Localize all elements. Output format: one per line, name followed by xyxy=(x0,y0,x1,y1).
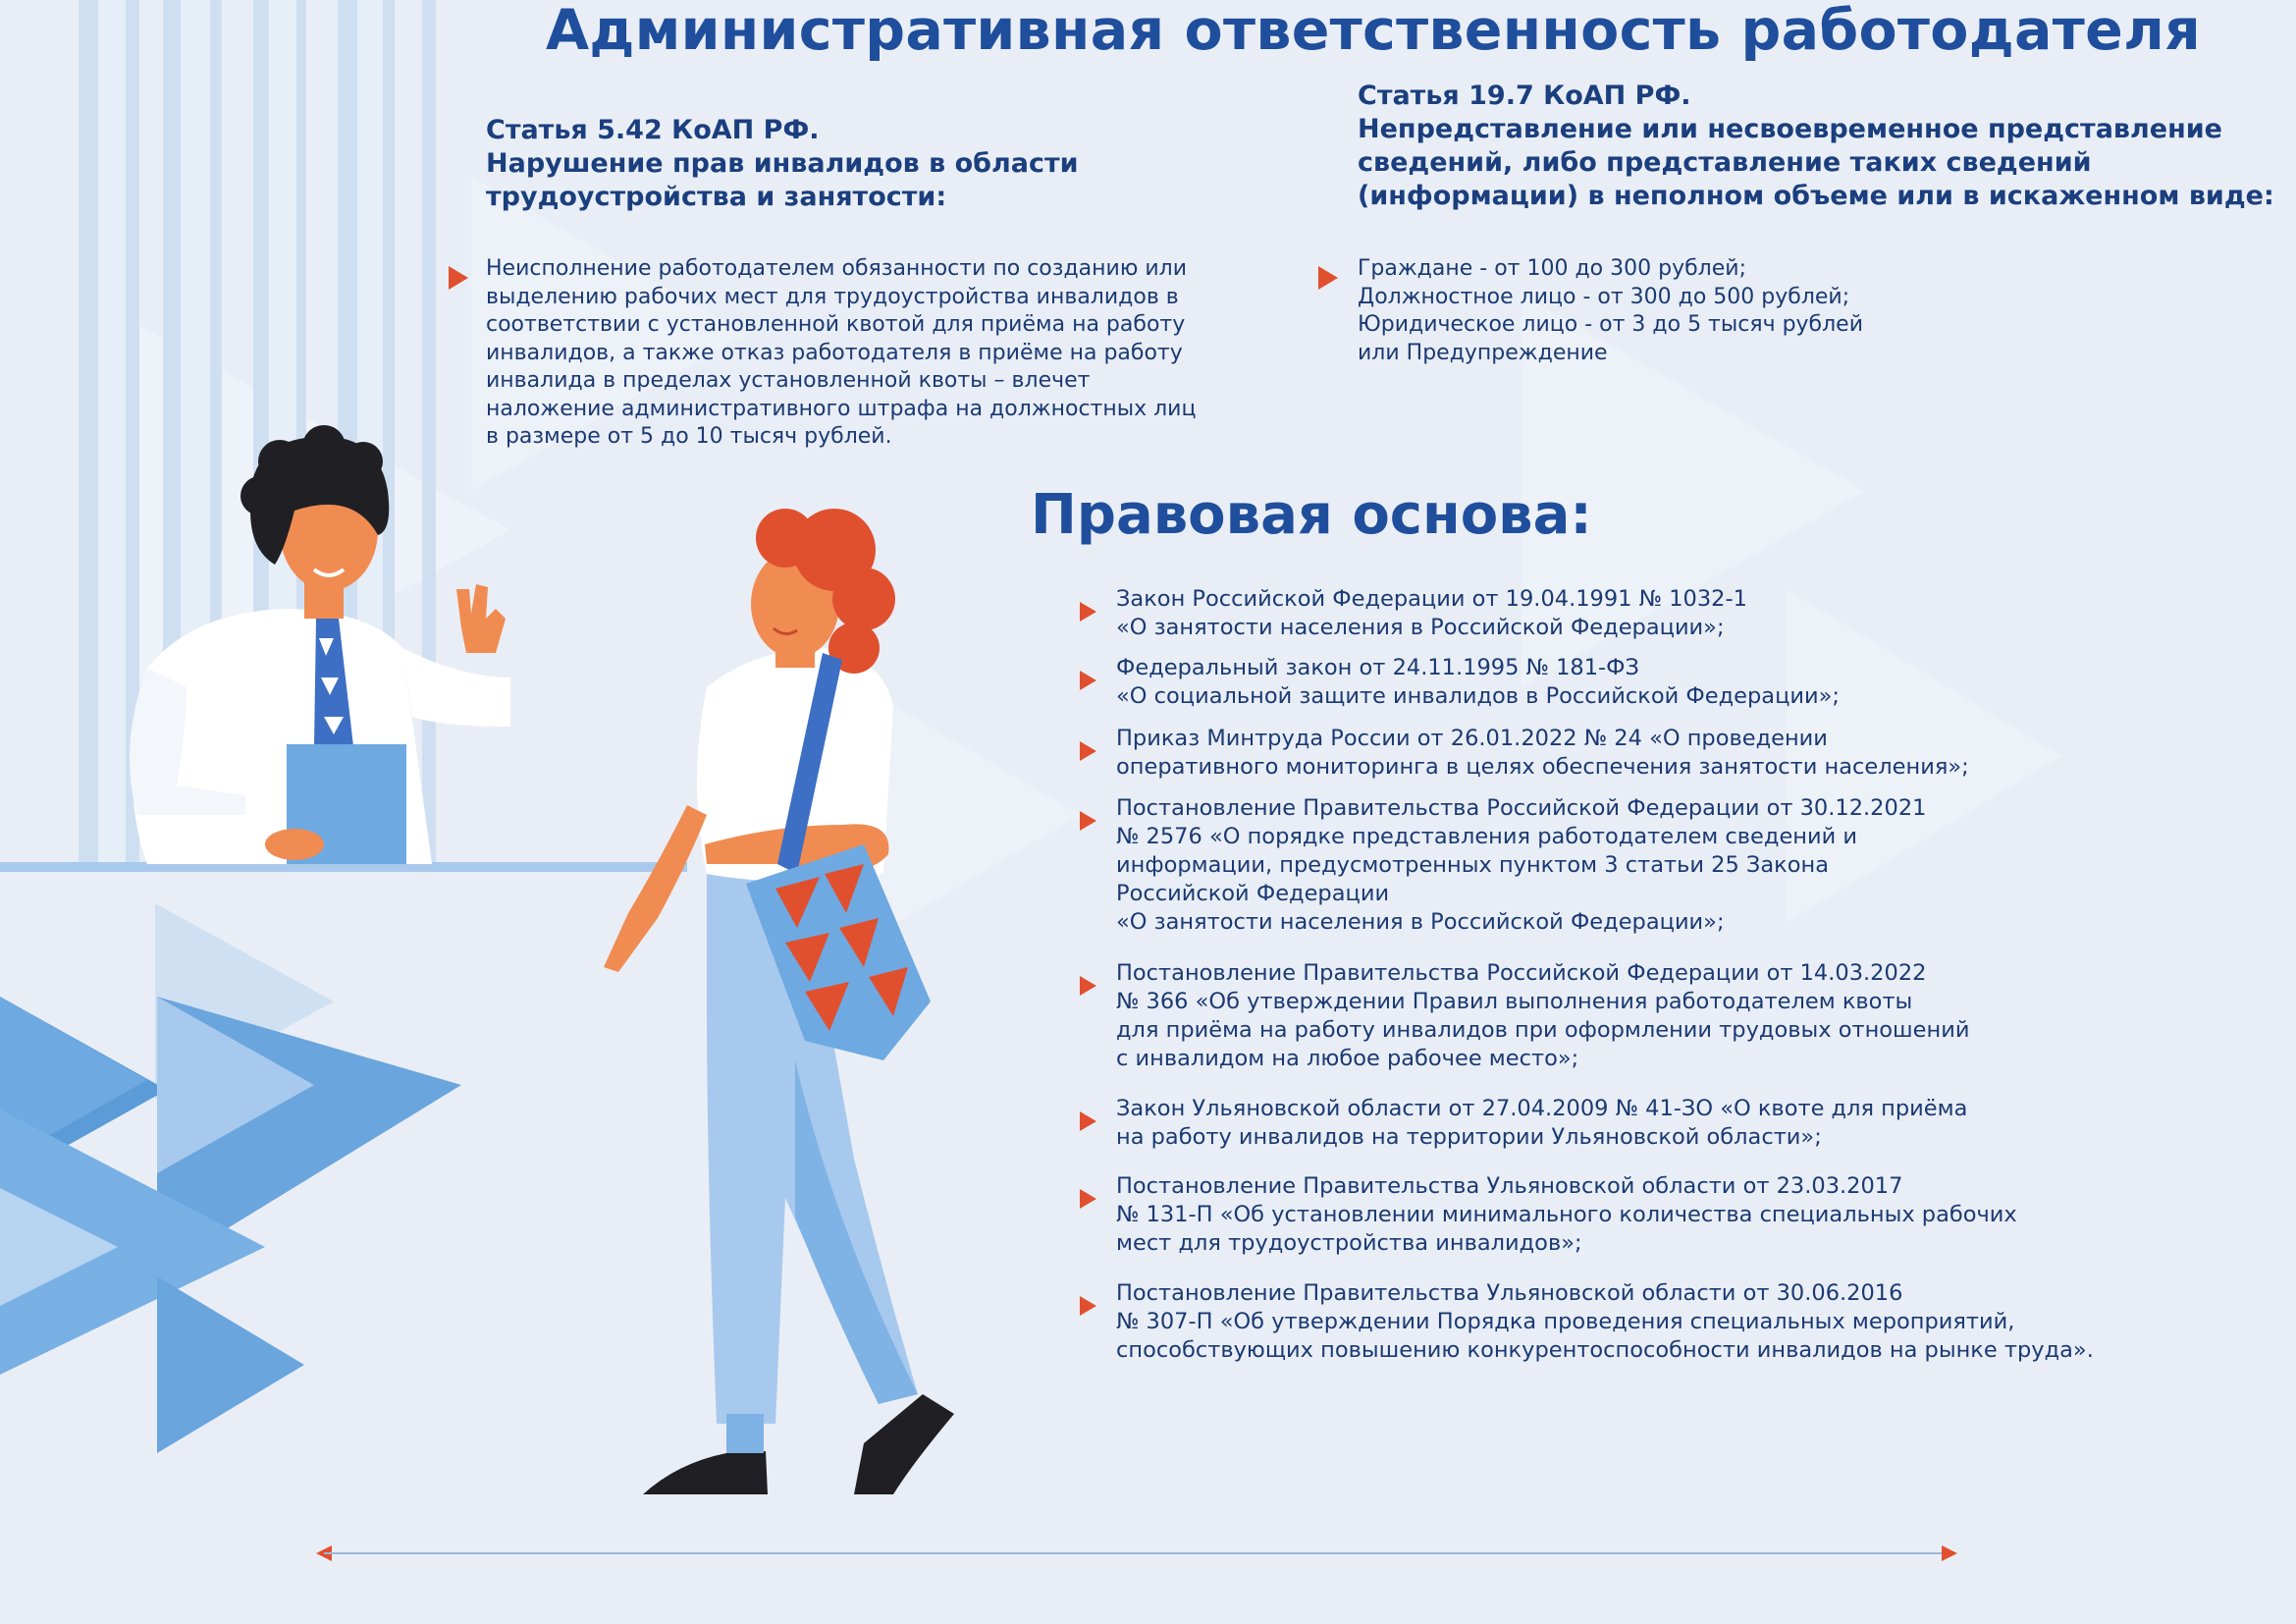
article-197-text-block xyxy=(1358,255,2241,367)
footer-right-arrow-icon xyxy=(1942,1545,1957,1561)
law-item-text: Постановление Правительства Российской Федерации от 30.12.2021 № 2576 «О порядке представления работодателем сведений и информации, предусмотренных пунктом 3 статьи 25 Закона Российской Федерации «О занятости населения в Российской Федерации»; xyxy=(1116,795,1927,935)
article-542-block xyxy=(486,114,1114,214)
bullet-marker xyxy=(1080,1111,1096,1131)
law-item-text: Закон Российской Федерации от 19.04.1991 № 1032-1 «О занятости населения в Российской Федерации»; xyxy=(1116,586,1747,640)
article-197-block xyxy=(1358,80,2280,213)
article-197-heading: Статья 19.7 КоАП РФ. Непредставление или несвоевременное представление сведений, либо представление таких сведений (информации) в неполном объеме или в искаженном виде: xyxy=(1358,81,2274,211)
bullet-marker xyxy=(449,266,468,290)
article-542-text-block xyxy=(486,255,1310,452)
legal-basis-title: Правовая основа: xyxy=(1031,483,1592,547)
bullet-marker xyxy=(1080,741,1096,761)
law-item-text: Постановление Правительства Ульяновской области от 23.03.2017 № 131-П «Об установлении минимального количества специальных рабочих мест для трудоустройства инвалидов»; xyxy=(1116,1173,2017,1256)
bullet-marker xyxy=(1080,1296,1096,1316)
bullet-marker xyxy=(1080,671,1096,690)
law-item-text: Приказ Минтруда России от 26.01.2022 № 24 «О проведении оперативного мониторинга в целях обеспечения занятости населения»; xyxy=(1116,726,1969,780)
bullet-marker xyxy=(1080,811,1096,831)
footer-divider xyxy=(324,1552,1946,1554)
page-title: Административная ответственность работодателя xyxy=(546,0,2202,63)
bullet-marker xyxy=(1318,266,1338,290)
law-item-text: Федеральный закон от 24.11.1995 № 181-ФЗ «О социальной защите инвалидов в Российской Федерации»; xyxy=(1116,655,1840,709)
law-item-text: Закон Ульяновской области от 27.04.2009 № 41-ЗО «О квоте для приёма на работу инвалидов на территории Ульяновской области»; xyxy=(1116,1096,1968,1150)
bullet-marker xyxy=(1080,1189,1096,1209)
article-542-text: Неисполнение работодателем обязанности по созданию или выделению рабочих мест для трудоустройства инвалидов в соответствии с установленной квотой для приёма на работу инвалидов, а также отказ работодателя в приёме на работу инвалида в пределах установленной квоты – влечет наложение административного штрафа на должностных лиц в размере от 5 до 10 тысяч рублей. xyxy=(486,256,1197,449)
bullet-marker xyxy=(1080,976,1096,996)
law-item-text: Постановление Правительства Российской Федерации от 14.03.2022 № 366 «Об утверждении Правил выполнения работодателем квоты для приёма на работу инвалидов при оформлении трудовых отношений с инвалидом на любое рабочее место»; xyxy=(1116,960,1970,1071)
article-197-text: Граждане - от 100 до 300 рублей; Должностное лицо - от 300 до 500 рублей; Юридическое лицо - от 3 до 5 тысяч рублей или Предупреждение xyxy=(1358,256,1864,365)
bullet-marker xyxy=(1080,602,1096,622)
law-item-text: Постановление Правительства Ульяновской области от 30.06.2016 № 307-П «Об утверждении Порядка проведения специальных мероприятий, способствующих повышению конкурентоспособности инвалидов на рынке труда». xyxy=(1116,1280,2094,1363)
article-542-heading: Статья 5.42 КоАП РФ. Нарушение прав инвалидов в области трудоустройства и занятости: xyxy=(486,115,1079,212)
